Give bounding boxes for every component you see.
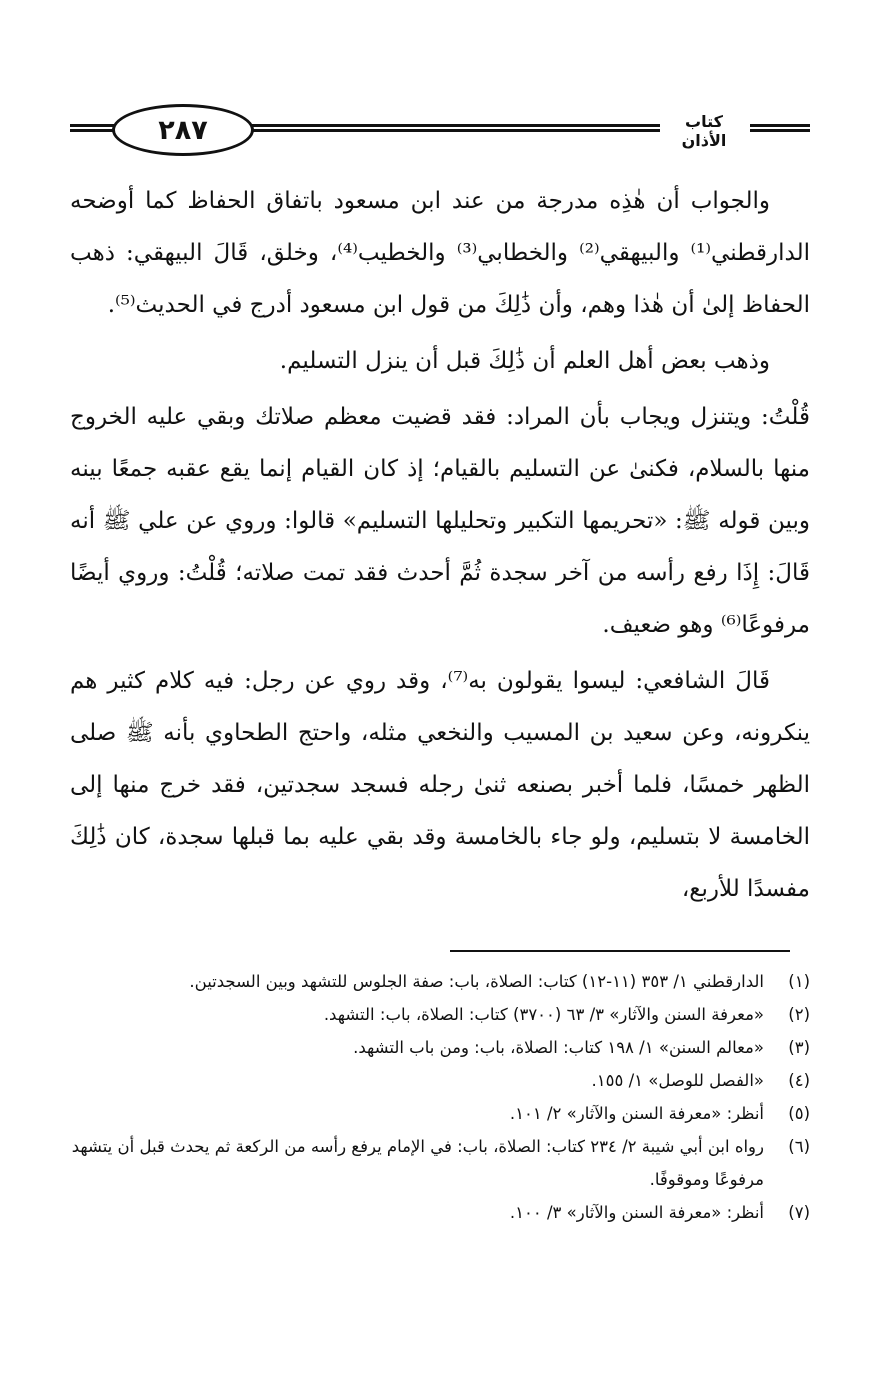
- footnote-text: الدارقطني ١/ ٣٥٣ (١١-١٢) كتاب: الصلاة، باب: صفة الجلوس للتشهد وبين السجدتين.: [189, 972, 764, 991]
- book-title: كتاب الأذان: [660, 112, 748, 150]
- main-text: [70, 175, 810, 915]
- footnote-number: (١): [788, 972, 810, 991]
- footnote-number: (٢): [788, 1005, 810, 1024]
- paragraph-1: والجواب أن هٰذِه مدرجة من عند ابن مسعود باتفاق الحفاظ كما أوضحه الدارقطني⁽¹⁾ والبيهقي⁽²⁾ والخطابي⁽³⁾ والخطيب⁽⁴⁾، وخلق، قَالَ البيهقي: ذهب الحفاظ إلىٰ أن هٰذا وهم، وأن ذَٰلِكَ من قول ابن مسعود أدرج في الحديث⁽⁵⁾.: [70, 188, 810, 318]
- footnotes: [70, 965, 810, 1229]
- footnote-number: (٥): [788, 1104, 810, 1123]
- header-rule-middle: [250, 124, 690, 132]
- page-number: ٢٨٧: [112, 104, 254, 156]
- footnote-text: «الفصل للوصل» ١/ ١٥٥.: [591, 1071, 764, 1090]
- paragraph-3: قُلْتُ: ويتنزل ويجاب بأن المراد: فقد قضيت معظم صلاتك وبقي عليه الخروج منها بالسلام، فكنىٰ عن التسليم بالقيام؛ إذ كان القيام إنما يقع عقبه جمعًا بينه وبين قوله ﷺ: «تحريمها التكبير وتحليلها التسليم» قالوا: وروي عن علي ﷺ أنه قَالَ: إِذَا رفع رأسه من آخر سجدة ثُمَّ أحدث فقد تمت صلاته؛ قُلْتُ: وروي أيضًا مرفوعًا⁽⁶⁾ وهو ضعيف.: [70, 404, 810, 638]
- footnote-text: أنظر: «معرفة السنن والآثار» ٣/ ١٠٠.: [509, 1203, 764, 1222]
- footnote-number: (٦): [788, 1137, 810, 1156]
- header-rule-right: [750, 124, 810, 132]
- footnote-item: [70, 1064, 810, 1097]
- footnote-number: (٤): [788, 1071, 810, 1090]
- page-header: [70, 100, 810, 160]
- footnote-text: «معالم السنن» ١/ ١٩٨ كتاب: الصلاة، باب: ومن باب التشهد.: [353, 1038, 764, 1057]
- footnote-text: رواه ابن أبي شيبة ٢/ ٢٣٤ كتاب: الصلاة، باب: في الإمام يرفع رأسه من الركعة ثم يحدث قبل أن يتشهد مرفوعًا وموقوفًا.: [71, 1137, 764, 1189]
- footnote-text: «معرفة السنن والآثار» ٣/ ٦٣ (٣٧٠٠) كتاب: الصلاة، باب: التشهد.: [323, 1005, 764, 1024]
- paragraph-2: وذهب بعض أهل العلم أن ذَٰلِكَ قبل أن ينزل التسليم.: [279, 348, 770, 374]
- footnote-item: [70, 1031, 810, 1064]
- footnote-item: [70, 1097, 810, 1130]
- footnote-number: (٣): [788, 1038, 810, 1057]
- footnote-number: (٧): [788, 1203, 810, 1222]
- footnote-text: أنظر: «معرفة السنن والآثار» ٢/ ١٠١.: [509, 1104, 764, 1123]
- footnote-item: [70, 965, 810, 998]
- footnote-item: [70, 1130, 810, 1196]
- footnote-separator: [450, 950, 790, 952]
- footnote-item: [70, 998, 810, 1031]
- paragraph-4: قَالَ الشافعي: ليسوا يقولون به⁽⁷⁾، وقد روي عن رجل: فيه كلام كثير هم ينكرونه، وعن سعيد بن المسيب والنخعي مثله، واحتج الطحاوي بأنه ﷺ صلى الظهر خمسًا، فلما أخبر بصنعه ثنىٰ رجله فسجد سجدتين، فقد خرج منها إلى الخامسة لا بتسليم، ولو جاء بالخامسة وقد بقي عليه بما قبلها سجدة، كان ذَٰلِكَ مفسدًا للأربع،: [70, 668, 810, 902]
- footnote-item: [70, 1196, 810, 1229]
- header-rule-left: [70, 124, 118, 132]
